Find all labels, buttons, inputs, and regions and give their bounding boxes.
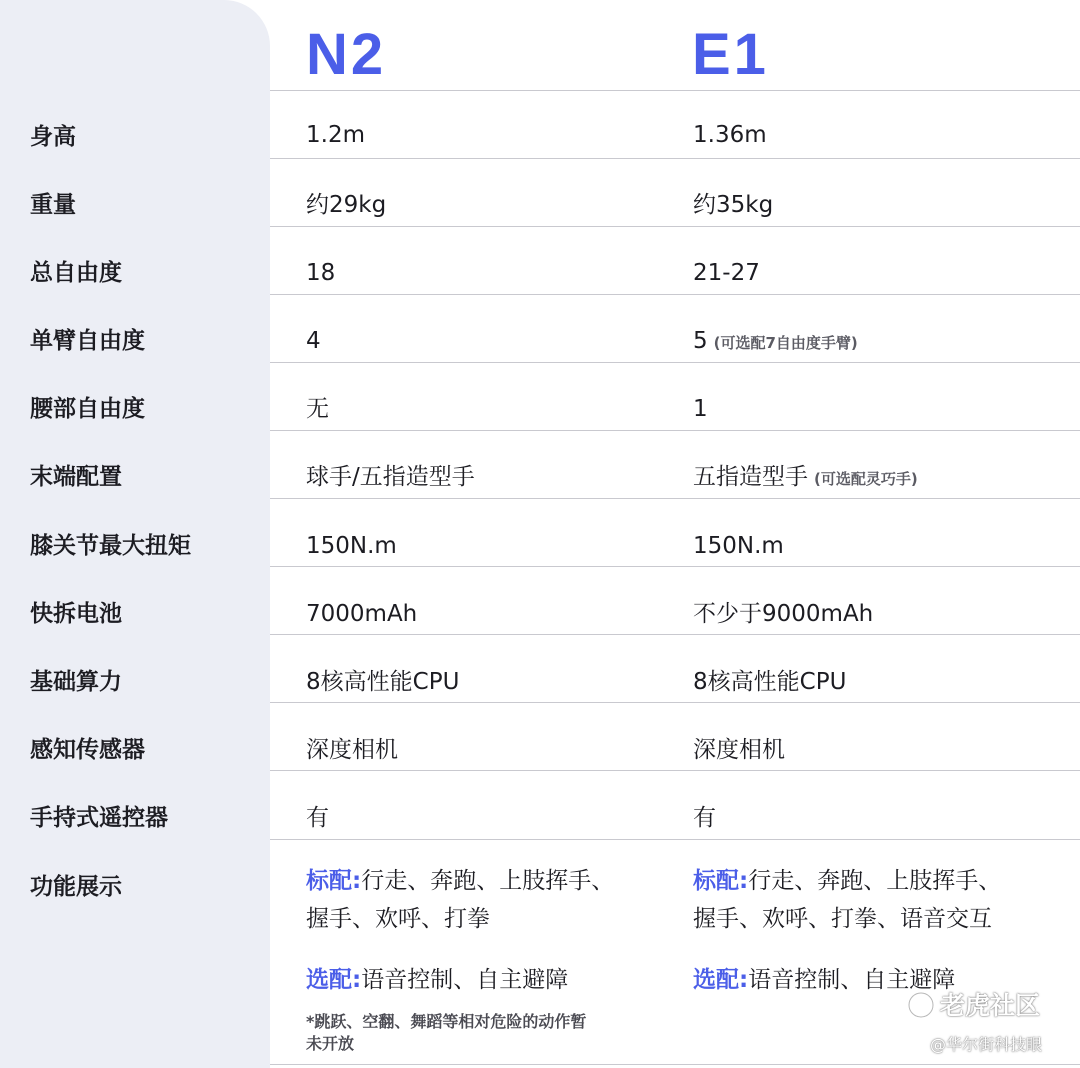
row-divider xyxy=(270,362,1080,363)
e1-end-effector-value: 五指造型手 xyxy=(693,464,808,490)
spec-label-compute: 基础算力 xyxy=(30,669,122,695)
row-divider xyxy=(270,770,1080,771)
spec-label-remote: 手持式遥控器 xyxy=(30,805,168,831)
spec-label-battery: 快拆电池 xyxy=(30,601,122,627)
row-divider xyxy=(270,294,1080,295)
n2-arm-dof-value: 4 xyxy=(306,328,321,354)
row-divider xyxy=(270,90,1080,91)
n2-total-dof-value: 18 xyxy=(306,260,336,286)
row-divider xyxy=(270,226,1080,227)
model-header-n2: N2 xyxy=(306,22,387,87)
n2-standard-tag: 标配: xyxy=(306,868,362,894)
n2-height-value: 1.2m xyxy=(306,122,365,148)
e1-height-value: 1.36m xyxy=(693,122,767,148)
row-divider xyxy=(270,430,1080,431)
e1-end-effector-cell xyxy=(693,462,918,494)
e1-standard-text-1: 行走、奔跑、上肢挥手、 xyxy=(748,868,1002,894)
watermark-logo-icon xyxy=(906,990,936,1020)
spec-label-total-dof: 总自由度 xyxy=(30,260,122,286)
n2-optional-features xyxy=(306,961,568,999)
e1-arm-dof-note: (可选配7自由度手臂) xyxy=(713,334,858,352)
n2-optional-tag: 选配: xyxy=(306,967,362,993)
n2-footnote xyxy=(306,1011,586,1055)
e1-end-effector-note: (可选配灵巧手) xyxy=(814,470,918,488)
e1-knee-torque-value: 150N.m xyxy=(693,533,784,559)
e1-waist-dof-value: 1 xyxy=(693,396,708,422)
n2-battery-value: 7000mAh xyxy=(306,601,418,627)
spec-label-knee-torque: 膝关节最大扭矩 xyxy=(30,533,191,559)
n2-footnote-line-1: *跳跃、空翻、舞蹈等相对危险的动作暂 xyxy=(306,1012,587,1031)
n2-footnote-line-2: 未开放 xyxy=(306,1034,355,1053)
e1-arm-dof-cell xyxy=(693,326,858,358)
spec-label-arm-dof: 单臂自由度 xyxy=(30,328,145,354)
e1-weight-value: 约35kg xyxy=(693,192,774,218)
spec-label-height: 身高 xyxy=(30,124,76,150)
n2-optional-text: 语音控制、自主避障 xyxy=(361,967,569,993)
spec-label-features: 功能展示 xyxy=(30,874,122,900)
e1-remote-value: 有 xyxy=(693,805,716,831)
watermark-handle: @华尔街科技眼 xyxy=(930,1035,1043,1054)
n2-weight-value: 约29kg xyxy=(306,192,387,218)
spec-label-weight: 重量 xyxy=(30,192,76,218)
row-divider xyxy=(270,498,1080,499)
watermark-brand: 老虎社区 xyxy=(940,991,1041,1020)
n2-standard-text-1: 行走、奔跑、上肢挥手、 xyxy=(361,868,615,894)
e1-optional-text: 语音控制、自主避障 xyxy=(748,967,956,993)
e1-standard-line-1 xyxy=(693,862,1001,900)
n2-sensors-value: 深度相机 xyxy=(306,737,398,763)
e1-standard-tag: 标配: xyxy=(693,868,749,894)
n2-compute-value: 8核高性能CPU xyxy=(306,669,460,695)
spec-label-end-effector: 末端配置 xyxy=(30,464,122,490)
e1-battery-value: 不少于9000mAh xyxy=(693,601,874,627)
model-header-e1: E1 xyxy=(692,22,769,87)
e1-compute-value: 8核高性能CPU xyxy=(693,669,847,695)
e1-sensors-value: 深度相机 xyxy=(693,737,785,763)
spec-label-sensors: 感知传感器 xyxy=(30,737,145,763)
row-divider xyxy=(270,702,1080,703)
n2-knee-torque-value: 150N.m xyxy=(306,533,397,559)
spec-label-waist-dof: 腰部自由度 xyxy=(30,396,145,422)
n2-standard-features xyxy=(306,862,614,938)
e1-standard-line-2: 握手、欢呼、打拳、语音交互 xyxy=(693,906,992,932)
row-divider xyxy=(270,566,1080,567)
e1-total-dof-value: 21-27 xyxy=(693,260,760,286)
row-divider xyxy=(270,158,1080,159)
row-divider xyxy=(270,1064,1080,1065)
n2-remote-value: 有 xyxy=(306,805,329,831)
n2-end-effector-value: 球手/五指造型手 xyxy=(306,464,475,490)
e1-standard-features xyxy=(693,862,1001,938)
row-divider xyxy=(270,634,1080,635)
n2-standard-line-2: 握手、欢呼、打拳 xyxy=(306,906,490,932)
n2-standard-line-1 xyxy=(306,862,614,900)
e1-optional-tag: 选配: xyxy=(693,967,749,993)
e1-arm-dof-value: 5 xyxy=(693,328,708,354)
n2-waist-dof-value: 无 xyxy=(306,396,329,422)
row-divider xyxy=(270,839,1080,840)
